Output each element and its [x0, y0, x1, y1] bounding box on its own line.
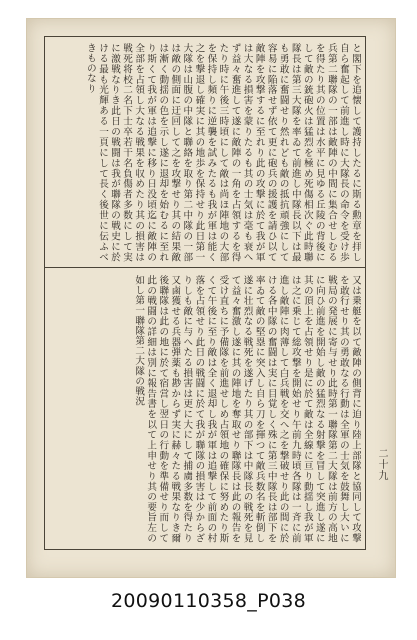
upper-text-block: と閣下を追懐して護持したるに斯る勲章を拝し自ら奮起して前進し時に大隊長の命令を受け歩兵第二聯隊の一部は敵陣の中間に集合せしむるを得たり其の位置は水平に見ゆる丘陵の背後にして敵の銃砲火は猛烈を極め死傷相次ぐ此時聯隊長は第三大隊を率ゐて前進し中隊長以下は最も勇敢に奮闘せり然れども敵の抵抗頑強にして容易に陥落せず依て更に砲兵の援護を請ひ以て敵陣を攻撃するに至れり此の攻撃に於て我が軍は大なる損害を蒙りたるも其の士気は毫も衰へず益々奮進して遂に敵陣の一角を占領するを得たり時に午後三時頃にして敵は尚ほ陣地の大部を保持し頻りに逆襲を試みたるも我が軍は能く之を撃退し確実に其の地歩を保持せり此日第一大隊は山腹の中隊と聯絡を取り第二中隊の一部は敵の側面に迂回して之を攻撃せり其の結果敵は漸く動揺の色を示し遂に退却を始むるに至れり斯くて我が軍は追撃に移り日没頃迄に敵陣の全部を占領し大なる戦果を収めたり其の損害は戦死将校二名下士卒若干名負傷者多数にして実に激戦なりき此日の戦闘は我が聯隊の戦史に於ける最も光輝ある一頁にして長く後世に伝ふべきものなり [84, 43, 361, 262]
text-frame [44, 36, 366, 550]
horizontal-divider [45, 267, 365, 268]
catalog-id-caption: 20090110358_P038 [111, 590, 306, 612]
lower-text-block: 又は乗艇を以て敵陣の側背に迫り陸上部隊と協同して攻撃を敢行せり其の勇敢なる行動は全軍の士気を鼓舞し大いに戦局の発展に寄与せり此時第一聯隊第二大隊は前方の高地に向ひ前進を開始し敵の猛烈なる射撃を冒して突進し遂に其の頂上を占領せり是に於て敵は全線に亘り動揺し我が軍は之に乗じて総攻撃を開始せり午前九時頃各隊は一斉に前進し敵陣に肉薄して白兵戦を交へ之を撃破せり此の間に於ける各中隊の奮闘は実に目覚しく殊に第三中隊長は部下を率ゐて敵の堅塁に突入し自ら刀を揮つて敵兵数名を斬倒し遂に壮烈なる戦死を遂げたり其の部下は中隊長の戦死を見て益々奮激し遂に其の陣地を奪取せり聯隊長は此の報告を受け直ちに予備隊を前進せしめ占領地の確保に努めたり斯くて午後に至り敵は全く退却し我が軍は追撃して前面の村落を占領せり此日の戦闘に於て我が聯隊の損害は少からざりしも敵に与へたる損害は更に大にして捕虜多数を得たり又鹵獲せる兵器弾薬も尠からず実に赫々たる戦果なりき爾後聯隊は此の地に於て宿営し翌日の行動を準備せり而して此の戦闘の詳細は別に報告書を以て上申せり其の要旨左の如し第一聯隊第二大隊の戦況 [133, 275, 361, 543]
page-number: 二十九 [376, 448, 387, 481]
